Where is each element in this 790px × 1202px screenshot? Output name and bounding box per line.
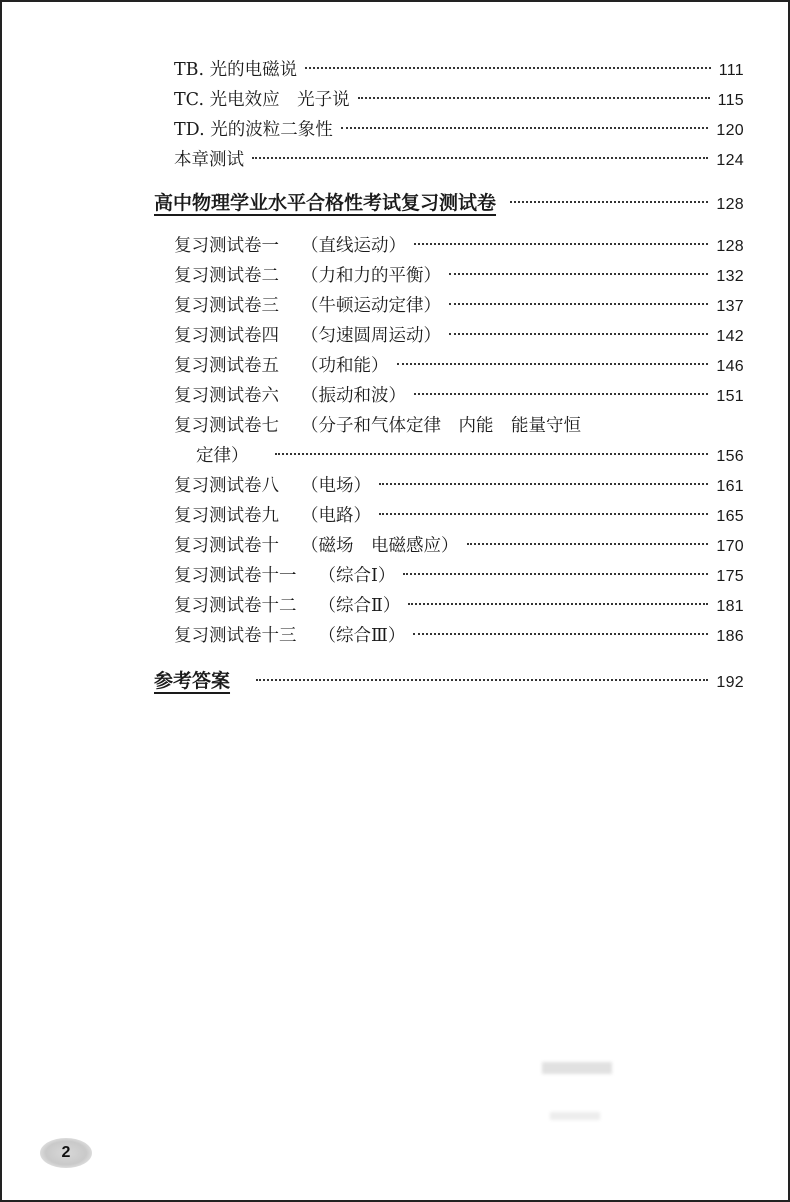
toc-entry-topic: （综合Ⅰ）	[318, 566, 396, 586]
toc-entry-topic: （功和能）	[301, 356, 389, 376]
toc-entry-page: 151	[716, 388, 744, 405]
toc-entry-topic: （综合Ⅲ）	[318, 626, 406, 646]
dot-leader	[379, 513, 708, 515]
toc-entry-page: 156	[716, 448, 744, 465]
toc-entry[interactable]	[174, 265, 744, 288]
page-number	[40, 1138, 92, 1168]
toc-entry-title: 复习测试卷十三	[174, 626, 297, 646]
toc-entry-topic: （分子和气体定律 内能 能量守恒	[301, 416, 581, 436]
toc-entry-page: 132	[716, 268, 744, 285]
toc-entry-title: TB. 光的电磁说	[174, 60, 298, 80]
toc-entry[interactable]	[174, 385, 744, 408]
toc-entry-page: 115	[717, 92, 744, 109]
answers-page: 192	[716, 674, 744, 691]
dot-leader	[358, 97, 710, 99]
page-number-text: 2	[61, 1144, 71, 1161]
section-page: 128	[716, 196, 744, 213]
toc-entry-page: 120	[716, 122, 744, 139]
toc-entry[interactable]	[174, 535, 744, 558]
dot-leader	[275, 453, 709, 455]
dot-leader	[414, 243, 708, 245]
dot-leader	[403, 573, 708, 575]
toc-entry-title: 复习测试卷十二	[174, 596, 297, 616]
dot-leader	[449, 333, 708, 335]
toc-entry[interactable]	[174, 625, 744, 648]
scan-smudge	[550, 1112, 600, 1120]
dot-leader	[252, 157, 708, 159]
toc-entry-title: 复习测试卷一	[174, 236, 279, 256]
scan-smudge	[542, 1062, 612, 1074]
toc-entry-page: 181	[716, 598, 744, 615]
toc-entry[interactable]	[174, 355, 744, 378]
toc-entry-page: 161	[716, 478, 744, 495]
toc-entry[interactable]	[174, 59, 744, 82]
toc-entry[interactable]	[174, 149, 744, 172]
dot-leader	[413, 633, 708, 635]
dot-leader	[414, 393, 708, 395]
toc-entry[interactable]	[174, 505, 744, 528]
dot-leader	[449, 273, 708, 275]
toc-entry-topic: （直线运动）	[301, 236, 406, 256]
toc-entry-page: 111	[718, 62, 744, 79]
toc-entry-topic: （力和力的平衡）	[301, 266, 441, 286]
toc-entry-topic: （电场）	[301, 476, 371, 496]
toc-entry[interactable]	[174, 565, 744, 588]
dot-leader	[305, 67, 711, 69]
dot-leader	[408, 603, 708, 605]
toc-entry-topic: （振动和波）	[301, 386, 406, 406]
toc-entry-title: 复习测试卷四	[174, 326, 279, 346]
toc-entry-title: 复习测试卷七	[174, 416, 279, 436]
dot-leader	[467, 543, 709, 545]
toc-entry-title: 复习测试卷五	[174, 356, 279, 376]
toc-entry-topic: （牛顿运动定律）	[301, 296, 441, 316]
toc-entry[interactable]	[174, 475, 744, 498]
toc-entry-topic: （磁场 电磁感应）	[301, 536, 459, 556]
dot-leader	[510, 201, 708, 203]
toc-entry-page: 146	[716, 358, 744, 375]
toc-entry-page: 124	[716, 152, 744, 169]
toc-entry-title: 复习测试卷九	[174, 506, 279, 526]
toc-entry-title: 复习测试卷六	[174, 386, 279, 406]
toc-entry-topic: （电路）	[301, 506, 371, 526]
dot-leader	[449, 303, 708, 305]
toc-entry-title: 复习测试卷三	[174, 296, 279, 316]
dot-leader	[379, 483, 708, 485]
toc-entry-page: 137	[716, 298, 744, 315]
toc-answers-heading[interactable]	[154, 670, 744, 694]
toc-entry-page: 175	[716, 568, 744, 585]
toc-entry-page: 186	[716, 628, 744, 645]
toc-entry-wrapped[interactable]	[174, 415, 581, 437]
dot-leader	[256, 679, 708, 681]
toc-entry-topic-cont: 定律）	[196, 446, 249, 466]
toc-entry[interactable]	[174, 89, 744, 112]
toc-entry[interactable]	[174, 595, 744, 618]
toc-entry-page: 128	[716, 238, 744, 255]
toc-entry-topic: （匀速圆周运动）	[301, 326, 441, 346]
answers-title: 参考答案	[154, 670, 231, 692]
section-title: 高中物理学业水平合格性考试复习测试卷	[154, 192, 497, 214]
toc-entry-title: 复习测试卷二	[174, 266, 279, 286]
toc-entry-title: TD. 光的波粒二象性	[174, 120, 333, 140]
toc-entry[interactable]	[174, 295, 744, 318]
toc-entry[interactable]	[174, 119, 744, 142]
dot-leader	[397, 363, 709, 365]
toc-entry-title: 复习测试卷十	[174, 536, 279, 556]
toc-entry-page: 165	[716, 508, 744, 525]
toc-entry-title: TC. 光电效应 光子说	[174, 90, 350, 110]
toc-entry-page: 142	[716, 328, 744, 345]
toc-entry-topic: （综合Ⅱ）	[318, 596, 401, 616]
toc-entry-page: 170	[716, 538, 744, 555]
toc-entry-title: 本章测试	[174, 150, 244, 170]
toc-entry-continuation[interactable]	[174, 445, 744, 468]
toc-entry[interactable]	[174, 325, 744, 348]
dot-leader	[341, 127, 709, 129]
toc-entry-title: 复习测试卷八	[174, 476, 279, 496]
toc-entry[interactable]	[174, 235, 744, 258]
toc-section-heading[interactable]	[154, 192, 744, 216]
toc-entry-title: 复习测试卷十一	[174, 566, 297, 586]
